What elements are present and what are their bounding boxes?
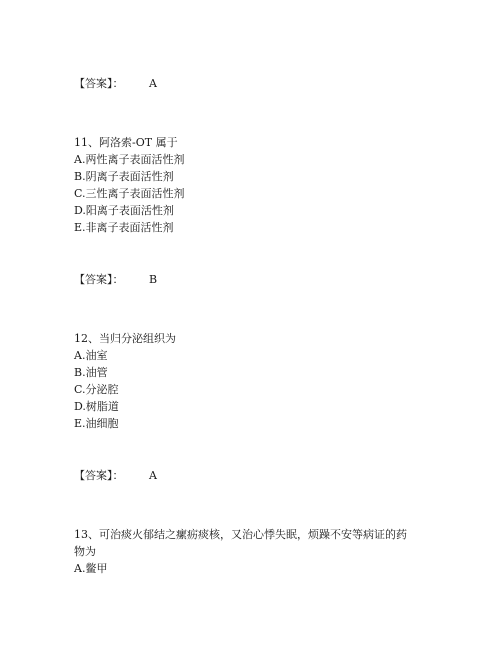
option-b: B.油管 bbox=[74, 366, 108, 379]
option-a: A.鳖甲 bbox=[74, 562, 108, 575]
question-stem: 11、阿洛索-OT 属于 bbox=[74, 136, 178, 149]
answer-value: A bbox=[149, 469, 157, 482]
option-a: A.油室 bbox=[74, 349, 108, 362]
answer-value: B bbox=[149, 273, 158, 286]
answer-line bbox=[74, 77, 157, 91]
option-e: E.非离子表面活性剂 bbox=[74, 221, 174, 234]
answer-label: 【答案】： bbox=[74, 273, 124, 286]
option-c: C.三性离子表面活性剂 bbox=[74, 187, 185, 200]
question-stem-continued: 物为 bbox=[74, 545, 96, 558]
option-b: B.阴离子表面活性剂 bbox=[74, 170, 174, 183]
question-stem: 12、当归分泌组织为 bbox=[74, 332, 176, 345]
answer-line bbox=[74, 469, 157, 483]
answer-label: 【答案】： bbox=[74, 77, 124, 90]
option-d: D.树脂道 bbox=[74, 400, 119, 413]
option-c: C.分泌腔 bbox=[74, 383, 119, 396]
option-e: E.油细胞 bbox=[74, 417, 119, 430]
answer-label: 【答案】： bbox=[74, 469, 124, 482]
option-a: A.两性离子表面活性剂 bbox=[74, 153, 185, 166]
option-d: D.阳离子表面活性剂 bbox=[74, 204, 174, 217]
answer-line bbox=[74, 273, 157, 287]
answer-value: A bbox=[149, 77, 157, 90]
question-stem: 13、可治痰火郁结之瘰疬痰核，又治心悸失眠，烦躁不安等病证的药 bbox=[74, 528, 407, 541]
